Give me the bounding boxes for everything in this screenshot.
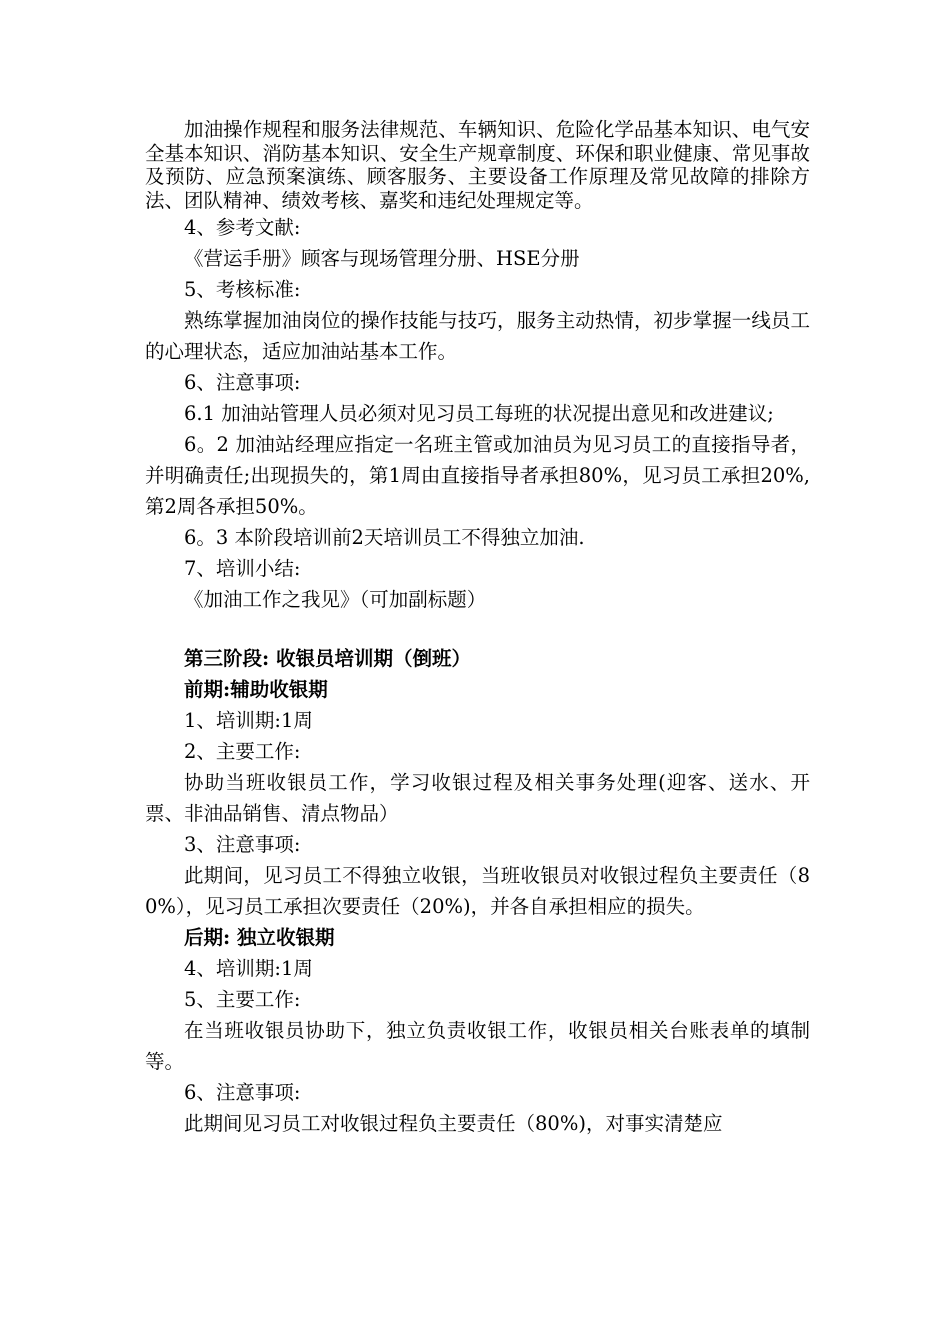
early-main-work-heading: 2、主要工作: — [184, 740, 301, 763]
reference-heading: 4、参考文献: — [184, 216, 301, 239]
early-phase-title: 前期:辅助收银期 — [184, 678, 328, 701]
late-main-work-heading: 5、主要工作: — [184, 988, 301, 1011]
late-main-work-text: 在当班收银员协助下，独立负责收银工作，收银员相关台账表单的填制等。 — [145, 1019, 810, 1073]
note-6-2: 6。2 加油站经理应指定一名班主管或加油员为见习员工的直接指导者，并明确责任;出现损失的，第1周由直接指导者承担80%，见习员工承担20%,第2周各承担50%。 — [145, 433, 810, 518]
notes-heading: 6、注意事项: — [184, 371, 301, 394]
document-page — [145, 118, 810, 1139]
assessment-heading: 5、考核标准: — [184, 278, 301, 301]
late-notes-heading: 6、注意事项: — [184, 1081, 301, 1104]
early-main-work-text: 协助当班收银员工作，学习收银过程及相关事务处理(迎客、送水、开票、非油品销售、清点物品） — [145, 771, 810, 825]
assessment-text: 熟练掌握加油岗位的操作技能与技巧，服务主动热情，初步掌握一线员工的心理状态，适应加油站基本工作。 — [145, 309, 810, 363]
early-notes-heading: 3、注意事项: — [184, 833, 301, 856]
reference-text: 《营运手册》顾客与现场管理分册、HSE分册 — [184, 247, 580, 270]
late-training-period: 4、培训期:1周 — [184, 957, 313, 980]
summary-heading: 7、培训小结: — [184, 557, 301, 580]
section-gap — [145, 615, 810, 643]
stage-three-title: 第三阶段: 收银员培训期（倒班） — [184, 647, 471, 670]
late-notes-text: 此期间见习员工对收银过程负主要责任（80%)，对事实清楚应 — [184, 1112, 723, 1135]
early-notes-text: 此期间，见习员工不得独立收银，当班收银员对收银过程负主要责任（80%），见习员工承担次要责任（20%)，并各自承担相应的损失。 — [145, 864, 810, 918]
summary-text: 《加油工作之我见》（可加副标题） — [184, 588, 487, 611]
early-training-period: 1、培训期:1周 — [184, 709, 313, 732]
late-phase-title: 后期: 独立收银期 — [184, 926, 335, 949]
training-content-paragraph: 加油操作规程和服务法律规范、车辆知识、危险化学品基本知识、电气安全基本知识、消防基本知识、安全生产规章制度、环保和职业健康、常见事故及预防、应急预案演练、顾客服务、主要设备工作原理及常见故障的排除方法、团队精神、绩效考核、嘉奖和违纪处理规定等。 — [145, 118, 810, 212]
note-6-3: 6。3 本阶段培训前2天培训员工不得独立加油. — [184, 526, 585, 549]
note-6-1: 6.1 加油站管理人员必须对见习员工每班的状况提出意见和改进建议; — [184, 402, 774, 425]
